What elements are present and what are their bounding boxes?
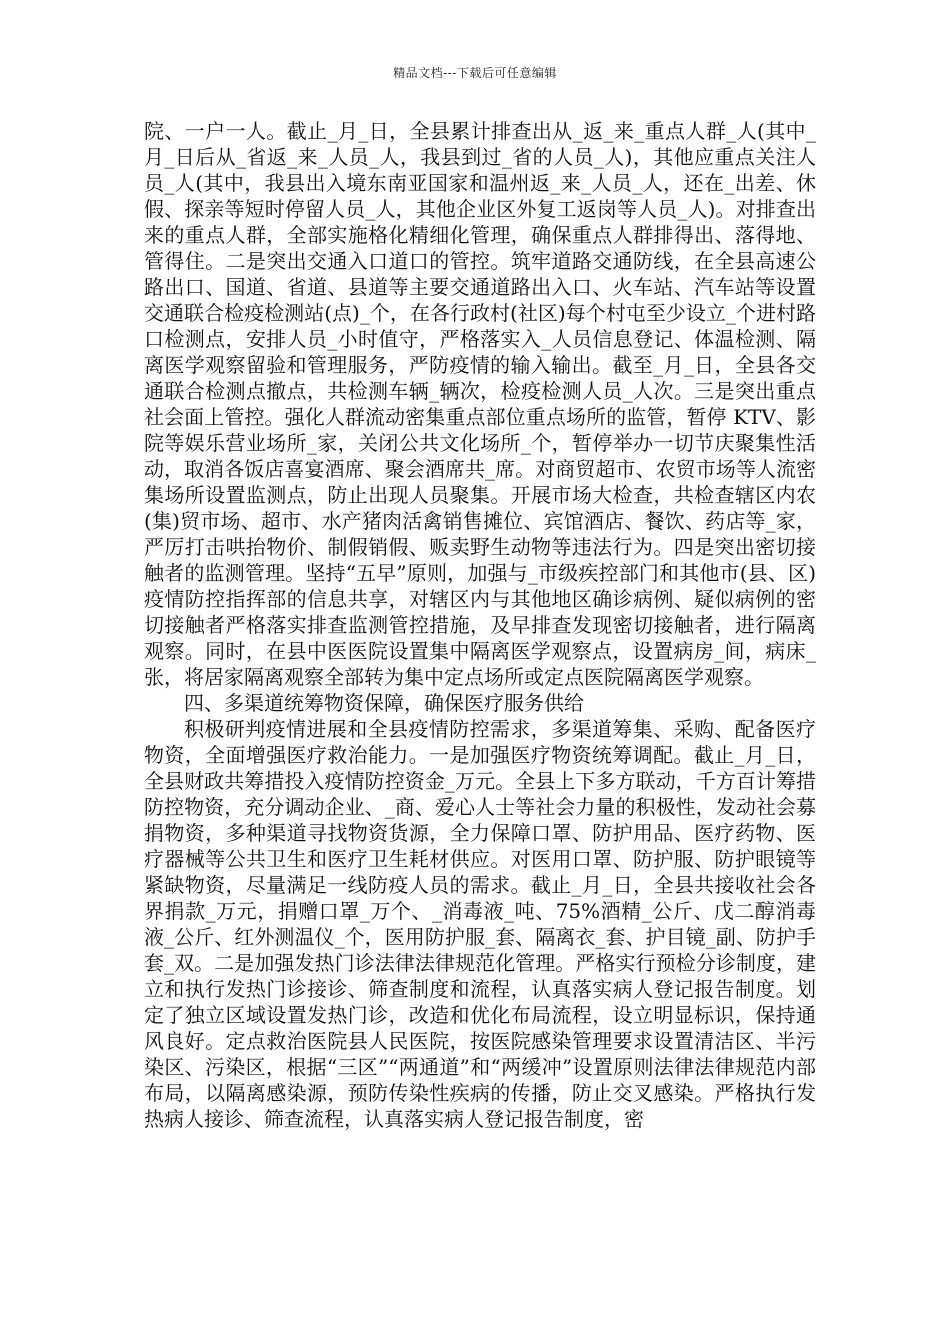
paragraph-continued: 院、一户一人。截止_月_日，全县累计排查出从_返_来_重点人群_人(其中_月_日后从_省返_来_人员_人，我县到过_省的人员_人)，其他应重点关注人员_人(其中，我县出入境东南亚国家和温州返_来_人员_人，还在_出差、休假、探亲等短时停留人员_人，其他企业区外复工返岗等人员_人)。对排查出来的重点人群，全部实施格化精细化管理，确保重点人群排得出、落得地、管得住。二是突出交通入口道口的管控。筑牢道路交通防线，在全县高速公路出口、国道、省道、县道等主要交通道路出入口、火车站、汽车站等设置交通联合检疫检测站(点)_个，在各行政村(社区)每个村屯至少设立_个进村路口检测点，安排人员_小时值守，严格落实入_人员信息登记、体温检测、隔离医学观察留验和管理服务，严防疫情的输入输出。截至_月_日，全县各交通联合检测点撤点，共检测车辆_辆次，检疫检测人员_人次。三是突出重点社会面上管控。强化人群流动密集重点部位重点场所的监管，暂停 KTV、影院等娱乐营业场所_家，关闭公共文化场所_个，暂停举办一切节庆聚集性活动，取消各饭店喜宴酒席、聚会酒席共_席。对商贸超市、农贸市场等人流密集场所设置监测点，防止出现人员聚集。开展市场大检查，共检查辖区内农(集)贸市场、超市、水产猪肉活禽销售摊位、宾馆酒店、餐饮、药店等_家，严厉打击哄抬物价、制假销假、贩卖野生动物等违法行为。四是突出密切接触者的监测管理。坚持“五早”原则，加强与_市级疾控部门和其他市(县、区)疫情防控指挥部的信息共享，对辖区内与其他地区确诊病例、疑似病例的密切接触者严格落实排查监测管控措施，及早排查发现密切接触者，进行隔离观察。同时，在县中医医院设置集中隔离医学观察点，设置病房_间，病床_张，将居家隔离观察全部转为集中定点场所或定点医院隔离医学观察。 xyxy=(144,119,816,689)
document-body xyxy=(144,118,816,1132)
page-header: 精品文档---下载后可任意编辑 xyxy=(393,66,557,80)
section-heading: 四、多渠道统筹物资保障，确保医疗服务供给 xyxy=(184,691,584,715)
paragraph: 积极研判疫情进展和全县疫情防控需求，多渠道筹集、采购、配备医疗物资，全面增强医疗救治能力。一是加强医疗物资统筹调配。截止_月_日，全县财政共筹措投入疫情防控资金_万元。全县上下多方联动，千方百计筹措防控物资，充分调动企业、_商、爱心人士等社会力量的积极性，发动社会募捐物资，多种渠道寻找物资货源，全力保障口罩、防护用品、医疗药物、医疗器械等公共卫生和医疗卫生耗材供应。对医用口罩、防护服、防护眼镜等紧缺物资，尽量满足一线防疫人员的需求。截止_月_日，全县共接收社会各界捐款_万元，捐赠口罩_万个、_消毒液_吨、75%酒精_公斤、戊二醇消毒液_公斤、红外测温仪_个，医用防护服_套、隔离衣_套、护目镜_副、防护手套_双。二是加强发热门诊法律法律规范化管理。严格实行预检分诊制度，建立和执行发热门诊接诊、筛查制度和流程，认真落实病人登记报告制度。划定了独立区域设置发热门诊，改造和优化布局流程，设立明显标识，保持通风良好。定点救治医院县人民医院，按医院感染管理要求设置清洁区、半污染区、污染区，根据“三区”“两通道”和“两缓冲”设置原则法律法律规范内部布局，以隔离感染源，预防传染性疾病的传播，防止交叉感染。严格执行发热病人接诊、筛查流程，认真落实病人登记报告制度，密 xyxy=(144,717,816,1131)
